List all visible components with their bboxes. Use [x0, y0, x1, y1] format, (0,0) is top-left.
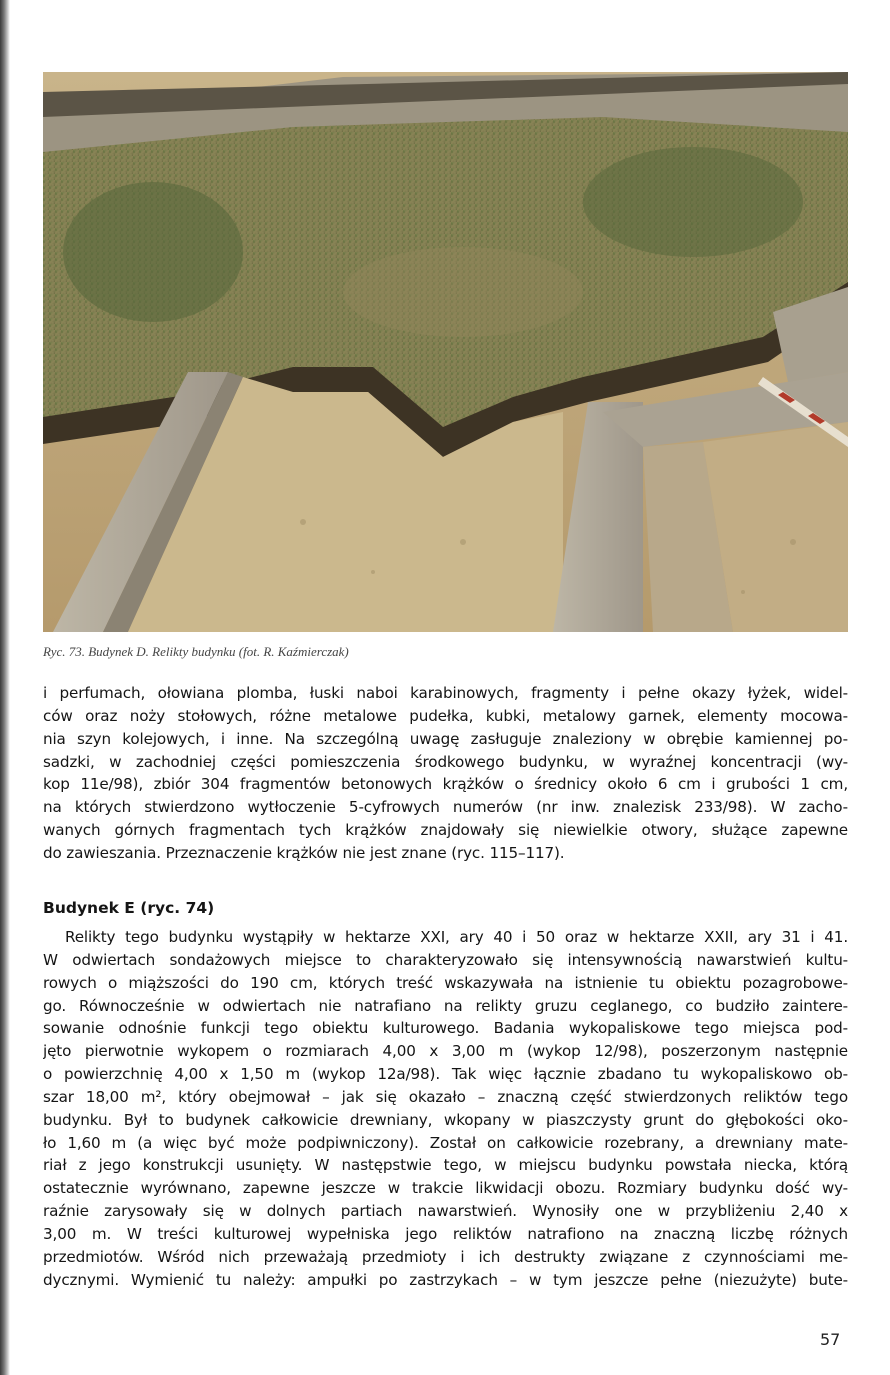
text-line: kop 11e/98), zbiór 304 fragmentów betonowych krążków o średnicy około 6 cm i grubości 1 cm, [43, 775, 848, 794]
text-line: ców oraz noży stołowych, różne metalowe pudełka, kubki, metalowy garnek, elementy mocowa- [43, 706, 848, 725]
text-line: na których stwierdzono wytłoczenie 5-cyfrowych numerów (nr inw. znalezisk 233/98). W zacho- [43, 798, 848, 817]
excavation-photo [43, 72, 848, 632]
text-line: ostatecznie wyrównano, zapewne jeszcze w trakcie likwidacji obozu. Rozmiary budynku dość wy- [43, 1179, 848, 1198]
text-line: sowanie odnośnie funkcji tego obiektu kulturowego. Badania wykopaliskowe tego miejsca pod- [43, 1019, 848, 1038]
text-line: raźnie zarysowały się w dolnych partiach nawarstwień. Wynosiły one w przybliżeniu 2,40 x [43, 1202, 848, 1221]
text-line: i perfumach, ołowiana plomba, łuski naboi karabinowych, fragmenty i pełne okazy łyżek, widel- [43, 684, 848, 702]
text-line: dycznymi. Wymienić tu należy: ampułki po zastrzykach – w tym jeszcze pełne (niezużyte) bute- [43, 1270, 848, 1289]
text-line: ło 1,60 m (a więc być może podpiwniczony). Został on całkowicie rozebrany, a drewniany mate- [43, 1133, 848, 1152]
page-number: 57 [820, 1330, 841, 1349]
text-line: nia szyn kolejowych, i inne. Na szczególną uwagę zasługuje znaleziony w obrębie kamiennej po- [43, 729, 848, 748]
text-line: Relikty tego budynku wystąpiły w hektarze XXI, ary 40 i 50 oraz w hektarze XXII, ary 31 i 41. [65, 928, 848, 946]
paragraph-2 [43, 926, 848, 1292]
page-binding-shadow [0, 0, 10, 1375]
text-line: wanych górnych fragmentach tych krążków znajdowały się niewielkie otwory, służące zapewne [43, 821, 848, 840]
text-line: do zawieszania. Przeznaczenie krążków nie jest znane (ryc. 115–117). [43, 843, 565, 862]
text-line: sadzki, w zachodniej części pomieszczenia środkowego budynku, w wyraźnej koncentracji (wy- [43, 752, 848, 771]
text-line: go. Równocześnie w odwiertach nie natrafiano na relikty gruzu ceglanego, co budziło zaintere- [43, 996, 848, 1015]
text-line: W odwiertach sondażowych miejsce to charakteryzowało się intensywnością nawarstwień kultu- [43, 950, 848, 969]
text-line: szar 18,00 m², który obejmował – jak się okazało – znaczną część stwierdzonych reliktów tego [43, 1087, 848, 1106]
text-line: budynku. Był to budynek całkowicie drewniany, wkopany w piaszczysty grunt do głębokości oko- [43, 1110, 848, 1129]
text-line: rowych o miąższości do 190 cm, których treść wskazywała na istnienie tu obiektu pozagrobowe- [43, 973, 848, 992]
text-line: przedmiotów. Wśród nich przeważają przedmioty i ich destrukty związane z czynnościami me- [43, 1247, 848, 1266]
section-heading: Budynek E (ryc. 74) [43, 899, 215, 917]
text-line: riał z jego konstrukcji usunięty. W następstwie tego, w miejscu budynku powstała niecka, którą [43, 1156, 848, 1175]
text-line: o powierzchnię 4,00 x 1,50 m (wykop 12a/98). Tak więc łącznie zbadano tu wykopaliskowo ob- [43, 1065, 848, 1084]
text-line: 3,00 m. W treści kulturowej wypełniska jego reliktów natrafiono na znaczną liczbę różnych [43, 1224, 848, 1243]
text-line: jęto pierwotnie wykopem o rozmiarach 4,00 x 3,00 m (wykop 12/98), poszerzonym następnie [43, 1042, 848, 1061]
figure-caption: Ryc. 73. Budynek D. Relikty budynku (fot. R. Kaźmierczak) [43, 644, 349, 659]
paragraph-1 [43, 682, 848, 865]
